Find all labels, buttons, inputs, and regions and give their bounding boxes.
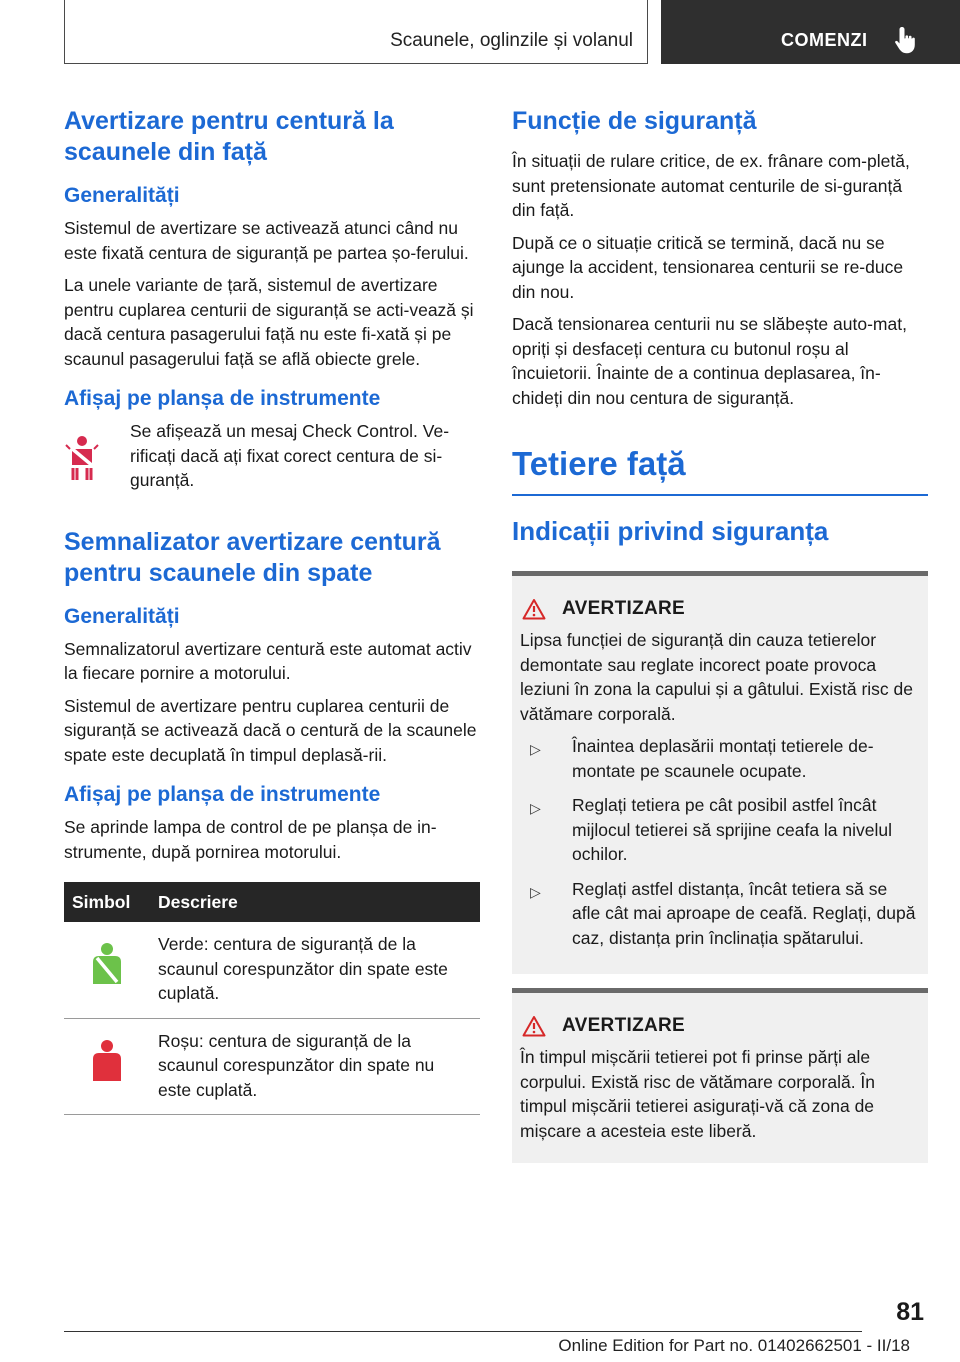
heading-instrument-display-2: Afișaj pe planșa de instrumente bbox=[64, 783, 381, 806]
paragraph: Sistemul de avertizare se activează atunci când nu este fixată centura de siguranță pe partea șo-ferului. bbox=[64, 218, 469, 263]
table-row bbox=[64, 922, 480, 1018]
right-column bbox=[512, 98, 928, 1163]
paragraph: Dacă tensionarea centurii nu se slăbește auto-mat, opriți și desfaceți centura cu butonul roșu al încuietorii. Înainte de a continua deplasarea, în-chideți din nou centura de siguranță. bbox=[512, 314, 907, 408]
warning-steps bbox=[520, 734, 920, 950]
seatbelt-unfastened-icon bbox=[89, 1039, 125, 1085]
seatbelt-warning-icon bbox=[64, 435, 100, 483]
warning-triangle-icon bbox=[522, 1015, 546, 1037]
chapter-title: Scaunele, oglinzile și volanul bbox=[390, 30, 633, 51]
heading-front-headrests: Tetiere față bbox=[512, 444, 928, 496]
left-column bbox=[64, 98, 480, 1115]
warning-box-2 bbox=[512, 988, 928, 1163]
paragraph: În situații de rulare critice, de ex. frânare com-pletă, sunt pretensionate automat centurile de si-guranță din față. bbox=[512, 151, 910, 220]
list-item: ▷ Înaintea deplasării montați tetierele de-montate pe scaunele ocupate. bbox=[520, 734, 920, 783]
list-item: ▷ Reglați astfel distanța, încât tetiera să se afle cât mai aproape de ceafă. Reglați, după caz, distanța prin înclinația spătarului. bbox=[520, 877, 920, 951]
page-number: 81 bbox=[896, 1298, 924, 1326]
heading-safety-notes: Indicații privind siguranța bbox=[512, 516, 829, 546]
list-item: ▷ Reglați tetiera pe cât posibil astfel încât mijlocul tetierei să sprijine ceafa la nivelul ochilor. bbox=[520, 793, 920, 867]
table-cell-description: Verde: centura de siguranță de la scaunul corespunzător din spate este cuplată. bbox=[150, 922, 480, 1018]
table-cell-description: Roșu: centura de siguranță de la scaunul corespunzător din spate nu este cuplată. bbox=[150, 1018, 480, 1115]
seatbelt-fastened-icon bbox=[89, 942, 125, 988]
pointing-hand-icon bbox=[893, 25, 921, 55]
heading-general-1: Generalități bbox=[64, 184, 180, 207]
warning-label: AVERTIZARE bbox=[562, 1015, 685, 1036]
warning-label: AVERTIZARE bbox=[562, 598, 685, 619]
warning-text: În timpul mișcării tetierei pot fi prinse părți ale corpului. Există risc de vătămare corporală. În timpul mișcării tetierei asigurați-vă că zona de mișcare a acesteia este liberă. bbox=[520, 1047, 876, 1141]
paragraph: Semnalizatorul avertizare centură este automat activ la fiecare pornire a motorului. bbox=[64, 638, 472, 683]
warning-triangle-icon bbox=[522, 598, 546, 620]
paragraph: La unele variante de țară, sistemul de avertizare pentru cuplarea centurii de siguranță se acti-vează și dacă centura pasagerului față nu este fi-xată și pe scaunul pasagerului față se află obiecte grele. bbox=[64, 275, 474, 369]
paragraph: După ce o situație critică se termină, dacă nu se ajunge la accident, tensionarea centurii se re-duce din nou. bbox=[512, 232, 904, 302]
symbol-table bbox=[64, 882, 480, 1115]
header-chapter-box bbox=[64, 0, 648, 64]
check-control-row bbox=[64, 419, 480, 501]
heading-rear-seat-belt-indicator: Semnalizator avertizare centură pentru scaunele din spate bbox=[64, 527, 441, 587]
heading-safety-function: Funcție de siguranță bbox=[512, 107, 757, 135]
footer-divider bbox=[64, 1331, 862, 1332]
bullet-triangle-icon: ▷ bbox=[530, 741, 541, 757]
bullet-triangle-icon: ▷ bbox=[530, 883, 541, 900]
heading-front-seat-belt-warning: Avertizare pentru centură la scaunele din față bbox=[64, 107, 394, 166]
warning-box-1 bbox=[512, 571, 928, 974]
paragraph: Se aprinde lampa de control de pe planșa de in-strumente, după pornirea motorului. bbox=[64, 817, 437, 862]
paragraph: Se afișează un mesaj Check Control. Ve-rificați dacă ați fixat corect centura de si-guranță. bbox=[130, 421, 450, 490]
column-header-symbol: Simbol bbox=[64, 882, 150, 922]
heading-instrument-display-1: Afișaj pe planșa de instrumente bbox=[64, 387, 381, 410]
section-label: COMENZI bbox=[781, 30, 868, 50]
heading-general-2: Generalități bbox=[64, 604, 180, 628]
paragraph: Sistemul de avertizare pentru cuplarea centurii de siguranță se activează dacă o centură de la scaunele spate este decuplată în timpul deplasă-rii. bbox=[64, 695, 477, 765]
header-section-tab[interactable] bbox=[661, 0, 960, 64]
bullet-triangle-icon: ▷ bbox=[530, 800, 541, 816]
column-header-description: Descriere bbox=[150, 882, 480, 922]
footer-edition: Online Edition for Part no. 01402662501 - II/18 bbox=[558, 1336, 910, 1355]
table-row bbox=[64, 1018, 480, 1115]
warning-text: Lipsa funcției de siguranță din cauza tetierelor demontate sau reglate incorect poate provoca leziuni în zona la capului și a gâtului. Există risc de vătămare corporală. bbox=[520, 630, 913, 724]
